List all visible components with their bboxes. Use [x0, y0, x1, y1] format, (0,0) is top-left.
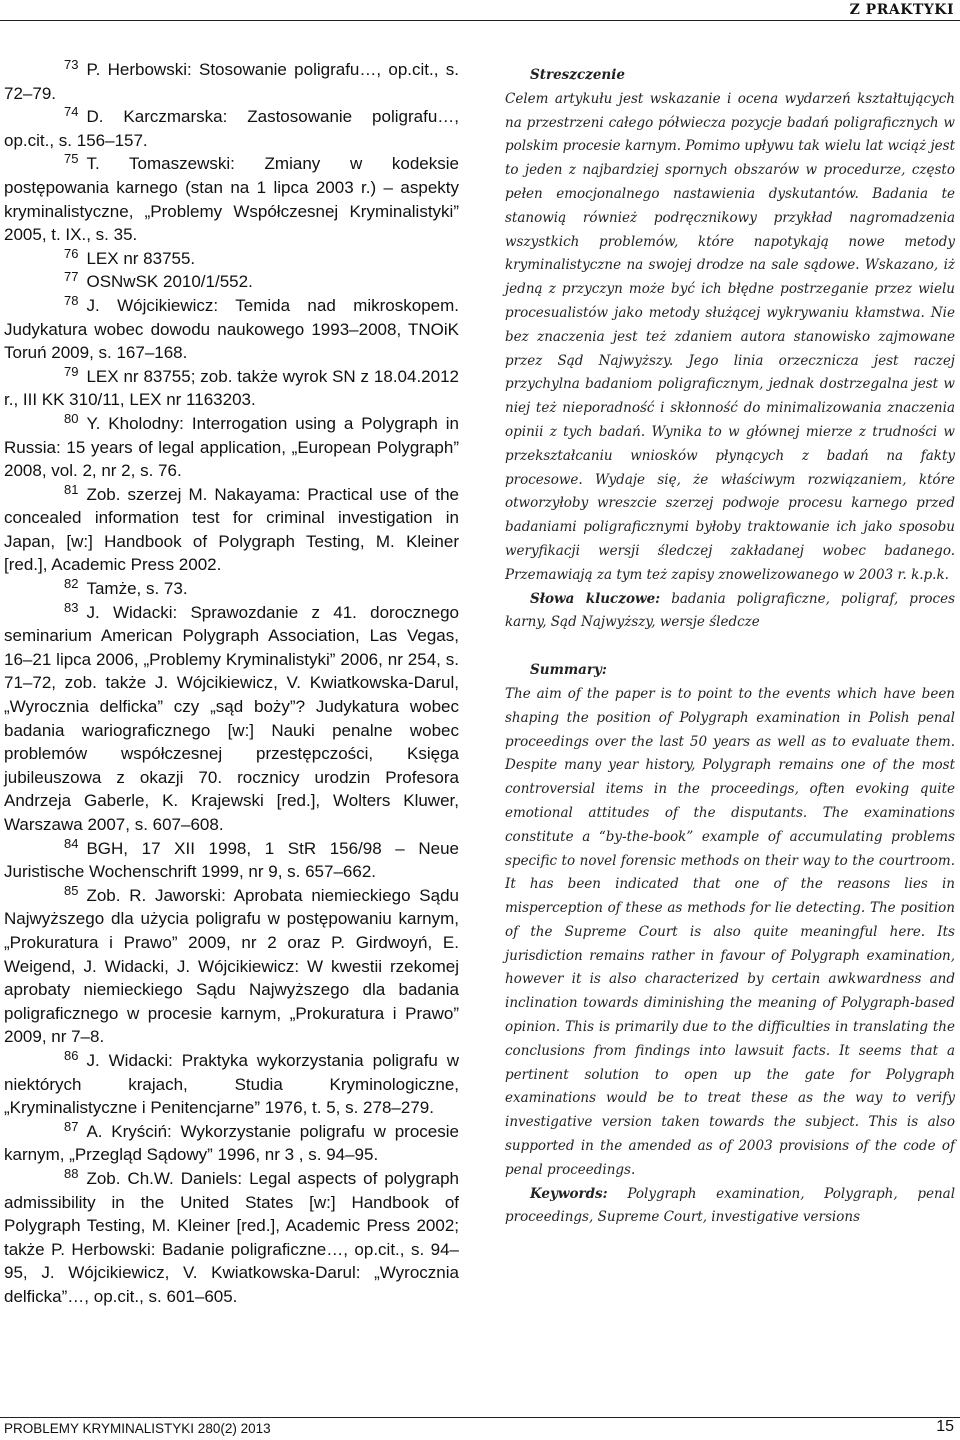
keywords-text-pl: badania poligraficzne, poligraf, proces karny, Sąd Najwyższy, wersje śledcze	[505, 590, 956, 631]
header-rule	[0, 20, 960, 21]
footnote-text: T. Tomaszewski: Zmiany w kodeksie postępowania karnego (stan na 1 lipca 2003 r.) – aspekty kryminalistyczne, „Problemy Współczesnej Kryminalistyki” 2005, t. IX., s. 35.	[4, 154, 459, 245]
keywords-label-en: Keywords:	[530, 1185, 608, 1202]
footnote-number: 73	[64, 57, 79, 72]
footnote	[4, 601, 459, 837]
footnote-text: Zob. R. Jaworski: Aprobata niemieckiego Sądu Najwyższego dla użycia poligrafu w postępowaniu karnym, „Prokuratura i Prawo” 2009, nr 2 oraz P. Girdwoyń, E. Weigend, J. Widacki, J. Wójcikiewicz: W kwestii rzekomej aprobaty niemieckiego Sądu Najwyższego dla badania poligraficznego w procesie karnym, „Prokuratura i Prawo” 2009, nr 7–8.	[4, 885, 459, 1047]
journal-name: PROBLEMY KRYMINALISTYKI 280(2) 2013	[4, 1421, 271, 1436]
footnote-number: 84	[64, 835, 79, 851]
footnote-text: LEX nr 83755; zob. także wyrok SN z 18.04.2012 r., III KK 310/11, LEX nr 1163203.	[4, 366, 459, 410]
footnote-text: Zob. szerzej M. Nakayama: Practical use of the concealed information test for criminal investigation in Japan, [w:] Handbook of Polygraph Testing, M. Kleiner [red.], Academic Press 2002.	[4, 484, 459, 575]
footnote-text: OSNwSK 2010/1/552.	[86, 272, 253, 292]
footnote-number: 86	[64, 1047, 79, 1063]
footnote-number: 85	[64, 882, 79, 898]
footnote	[4, 365, 459, 412]
footnote-text: Zob. Ch.W. Daniels: Legal aspects of polygraph admissibility in the United States [w:] Handbook of Polygraph Testing, M. Kleiner [red.], Academic Press 2002; także P. Herbowski: Badanie poligraficzne…, op.cit., s. 94–95, J. Wójcikiewicz, V. Kwiatkowska-Darul: „Wyrocznia delficka”…, op.cit., s. 601–605.	[4, 1168, 459, 1306]
footnote	[4, 270, 459, 294]
footnote	[4, 152, 459, 246]
footnotes-column	[4, 58, 459, 1308]
footnote	[4, 412, 459, 483]
footnote	[4, 1049, 459, 1120]
keywords-label-pl: Słowa kluczowe:	[530, 590, 661, 607]
footnote-number: 76	[64, 245, 79, 261]
footnote-number: 88	[64, 1165, 79, 1181]
footnote-number: 87	[64, 1118, 79, 1134]
footnote	[4, 1167, 459, 1309]
footnote-text: LEX nr 83755.	[86, 248, 196, 268]
abstract-heading-en: Summary:	[530, 662, 607, 679]
footnote-number: 80	[64, 410, 79, 426]
abstract-column	[505, 64, 955, 1230]
footnote-number: 78	[64, 292, 79, 308]
footnote	[4, 247, 459, 271]
footnote-text: P. Herbowski: Stosowanie poligrafu…, op.cit., s. 72–79.	[4, 60, 459, 103]
abstract-text-pl: Celem artykułu jest wskazanie i ocena wydarzeń kształtujących na przestrzeni całego półwiecza pozycje badań poligraficznych w polskim procesie karnym. Pomimo upływu tak wielu lat wciąż jest to jeden z najbardziej spornych obszarów w procedurze, często pełen emocjonalnego nastawienia dyskutantów. Badania te stanowią również podręcznikowy przykład nagromadzenia wszystkich problemów, które napotykają nowe metody kryminalistyczne na swojej drodze na sale sądowe. Wskazano, iż jedną z przyczyn może być ich błędne postrzeganie przez wielu procesualistów jako metody służącej wykrywaniu kłamstwa. Nie bez znaczenia jest też zdaniem autora stanowisko zajmowane przez Sąd Najwyższy. Jego linia orzecznicza jest raczej przychylna badaniom poligraficznym, jednak dostrzegalna jest w niej też nieporadność i skłonność do minimalizowania znaczenia opinii z tych badań. Wynika to w głównej mierze z trudności w przekształcaniu wniosków płynących z badań na fakty procesowe. Wydaje się, że właściwym rozwiązaniem, które otworzyłoby wreszcie szerzej podwoje procesu karnego przed badaniami poligraficznymi byłoby traktowanie ich jako sposobu weryfikacji wersji śledczej zakładanej wobec badanego. Przemawiają za tym też zapisy znowelizowanego w 2003 r. k.p.k.	[505, 90, 955, 583]
footnote-text: Tamże, s. 73.	[86, 579, 188, 599]
keywords-text-en: Polygraph examination, Polygraph, penal proceedings, Supreme Court, investigative versions	[505, 1185, 956, 1226]
footnote-text: D. Karczmarska: Zastosowanie poligrafu…, op.cit., s. 156–157.	[4, 107, 459, 150]
footnote	[4, 577, 459, 601]
footnote	[4, 884, 459, 1049]
keywords-en	[505, 1183, 955, 1231]
footnote	[4, 837, 459, 884]
footnote-text: J. Wójcikiewicz: Temida nad mikroskopem. Judykatura wobec dowodu naukowego 1993–2008, TNOiK Toruń 2009, s. 167–168.	[4, 295, 459, 363]
abstract-text-en: The aim of the paper is to point to the events which have been shaping the position of Polygraph examination in Polish penal proceedings over the last 50 years as well as to evaluate them. Despite many year history, Polygraph remains one of the most controversial items in the proceedings, often evoking quite emotional attitudes of the disputants. The examinations constitute a “by-the-book” example of accumulating problems specific to novel forensic methods on their way to the courtroom. It has been indicated that one of the reasons lies in misperception of these as methods for lie detecting. The position of the Supreme Court is also quite meaningful here. Its jurisdiction remains rather in favour of Polygraph examination, however it is also characterized by certain awkwardness and inclination towards diminishing the meaning of Polygraph-based opinion. This is primarily due to the difficulties in translating the conclusions from findings into lawsuit facts. It seems that a pertinent solution to open up the gate for Polygraph examinations would be to treat these as the way to verify investigative version taken towards the subject. This is also supported in the amended as of 2003 provisions of the code of penal proceedings.	[505, 685, 955, 1178]
page-number: 15	[936, 1418, 954, 1435]
footnote-number: 82	[64, 576, 79, 592]
footnote-text: J. Widacki: Praktyka wykorzystania poligrafu w niektórych krajach, Studia Kryminologiczne, „Kryminalistyczne i Penitencjarne” 1976, t. 5, s. 278–279.	[4, 1050, 459, 1118]
footnote	[4, 483, 459, 577]
footnote-text: A. Kryściń: Wykorzystanie poligrafu w procesie karnym, „Przegląd Sądowy” 1996, nr 3 , s. 94–95.	[4, 1121, 459, 1165]
running-head: Z PRAKTYKI	[849, 2, 954, 18]
footnote-number: 79	[64, 363, 79, 379]
footnote-text: BGH, 17 XII 1998, 1 StR 156/98 – Neue Juristische Wochenschrift 1999, nr 9, s. 657–662.	[4, 838, 459, 882]
footnote-number: 83	[64, 599, 79, 615]
footnote-number: 77	[64, 269, 79, 285]
footnote-number: 74	[64, 104, 79, 120]
footnote-number: 75	[64, 151, 79, 167]
footnote-text: J. Widacki: Sprawozdanie z 41. dorocznego seminarium American Polygraph Association, Las Vegas, 16–21 lipca 2006, „Problemy Kryminalistyki” 2006, nr 254, s. 71–72, zob. także J. Wójcikiewicz, V. Kwiatkowska-Darul, „Wyrocznia delficka” czy „sąd boży”? Judykatura wobec badania wariograficznego [w:] Nauki penalne wobec problemów współczesnej przestępczości, Księga jubileuszowa z okazji 70. rocznicy urodzin Profesora Andrzeja Gaberle, K. Krajewski [red.], Wolters Kluwer, Warszawa 2007, s. 607–608.	[4, 602, 459, 834]
footer-rule	[0, 1417, 960, 1418]
footnote	[4, 1120, 459, 1167]
footnote-text: Y. Kholodny: Interrogation using a Polygraph in Russia: 15 years of legal application, „European Polygraph” 2008, vol. 2, nr 2, s. 76.	[4, 413, 459, 481]
abstract-heading-pl: Streszczenie	[530, 67, 625, 83]
footnote	[4, 294, 459, 365]
keywords-pl	[505, 588, 955, 636]
footnote	[4, 58, 459, 105]
footnote-number: 81	[64, 481, 79, 497]
footnote	[4, 105, 459, 152]
